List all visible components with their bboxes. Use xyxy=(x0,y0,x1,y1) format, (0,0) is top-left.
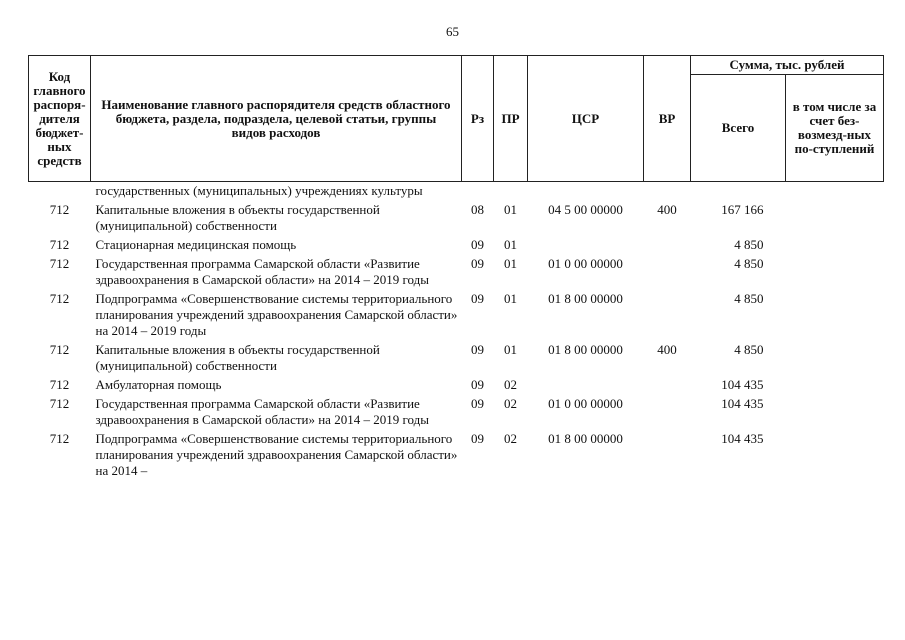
header-pr: ПР xyxy=(494,56,528,182)
table-row xyxy=(29,430,884,481)
cell-grants xyxy=(786,290,884,341)
table-row xyxy=(29,290,884,341)
cell-pr: 02 xyxy=(504,431,517,446)
header-csr: ЦСР xyxy=(528,56,644,182)
header-code: Код главного распоря-дителя бюджет-ных средств xyxy=(29,56,91,182)
cell-vr xyxy=(644,430,691,481)
cell-total: 4 850 xyxy=(734,342,764,357)
cell-csr: 01 8 00 00000 xyxy=(548,431,623,446)
cell-code: 712 xyxy=(49,377,70,392)
header-vr: ВР xyxy=(644,56,691,182)
cell-csr xyxy=(528,182,644,202)
cell-pr: 01 xyxy=(504,256,517,271)
cell-rz: 09 xyxy=(471,431,484,446)
cell-vr: 400 xyxy=(657,202,677,217)
cell-total: 4 850 xyxy=(734,237,764,252)
cell-grants xyxy=(786,395,884,430)
header-name: Наименование главного распорядителя средств областного бюджета, раздела, подраздела, целевой статьи, группы видов расходов xyxy=(91,56,462,182)
cell-csr: 01 0 00 00000 xyxy=(548,396,623,411)
cell-name: Государственная программа Самарской области «Развитие здравоохранения в Самарской области» на 2014 – 2019 годы xyxy=(95,256,429,287)
cell-vr xyxy=(644,255,691,290)
cell-rz xyxy=(462,182,494,202)
cell-rz: 09 xyxy=(471,291,484,306)
cell-name: Капитальные вложения в объекты государственной (муниципальной) собственности xyxy=(95,202,380,233)
header-rz: Рз xyxy=(462,56,494,182)
header-grants: в том числе за счет без-возмезд-ных по-ступлений xyxy=(786,75,884,182)
cell-grants xyxy=(786,376,884,395)
cell-rz: 09 xyxy=(471,377,484,392)
cell-rz: 09 xyxy=(471,342,484,357)
cell-name: Капитальные вложения в объекты государственной (муниципальной) собственности xyxy=(95,342,380,373)
cell-code: 712 xyxy=(49,256,70,271)
cell-name: Амбулаторная помощь xyxy=(95,377,222,392)
cell-pr: 01 xyxy=(504,342,517,357)
cell-total xyxy=(691,182,786,202)
cell-code: 712 xyxy=(49,291,70,306)
cell-rz: 09 xyxy=(471,237,484,252)
cell-pr: 01 xyxy=(504,237,517,252)
cell-name: Подпрограмма «Совершенствование системы территориального планирования учреждений здравоохранения Самарской области» на 2014 – 2019 годы xyxy=(95,291,458,338)
table-row xyxy=(29,395,884,430)
cell-csr: 01 8 00 00000 xyxy=(548,342,623,357)
cell-code: 712 xyxy=(49,342,70,357)
cell-vr: 400 xyxy=(657,342,677,357)
cell-name: Государственная программа Самарской области «Развитие здравоохранения в Самарской области» на 2014 – 2019 годы xyxy=(95,396,429,427)
cell-total: 167 166 xyxy=(721,202,764,217)
cell-name: государственных (муниципальных) учреждениях культуры xyxy=(95,183,423,198)
cell-rz: 09 xyxy=(471,256,484,271)
cell-csr xyxy=(528,376,644,395)
cell-total: 104 435 xyxy=(721,431,764,446)
cell-grants xyxy=(786,201,884,236)
cell-vr xyxy=(644,376,691,395)
cell-grants xyxy=(786,430,884,481)
cell-code: 712 xyxy=(49,431,70,446)
table-row xyxy=(29,341,884,376)
table-row xyxy=(29,182,884,202)
table-row xyxy=(29,201,884,236)
page-number: 65 xyxy=(446,24,459,39)
cell-vr xyxy=(644,395,691,430)
table-row xyxy=(29,376,884,395)
cell-pr: 02 xyxy=(504,396,517,411)
cell-rz: 09 xyxy=(471,396,484,411)
cell-grants xyxy=(786,236,884,255)
cell-csr xyxy=(528,236,644,255)
cell-total: 104 435 xyxy=(721,377,764,392)
cell-name: Стационарная медицинская помощь xyxy=(95,237,297,252)
cell-code: 712 xyxy=(49,396,70,411)
header-sum-group: Сумма, тыс. рублей xyxy=(691,56,884,75)
cell-csr: 01 0 00 00000 xyxy=(548,256,623,271)
table-body xyxy=(29,182,884,482)
budget-table xyxy=(28,55,884,481)
cell-code xyxy=(29,182,91,202)
cell-pr: 02 xyxy=(504,377,517,392)
cell-csr: 04 5 00 00000 xyxy=(548,202,623,217)
cell-total: 104 435 xyxy=(721,396,764,411)
cell-total: 4 850 xyxy=(734,256,764,271)
cell-pr xyxy=(494,182,528,202)
table-row xyxy=(29,236,884,255)
cell-vr xyxy=(644,290,691,341)
cell-grants xyxy=(786,341,884,376)
cell-rz: 08 xyxy=(471,202,484,217)
cell-pr: 01 xyxy=(504,291,517,306)
cell-total: 4 850 xyxy=(734,291,764,306)
cell-vr xyxy=(644,236,691,255)
cell-grants xyxy=(786,182,884,202)
cell-code: 712 xyxy=(49,202,70,217)
cell-pr: 01 xyxy=(504,202,517,217)
cell-code: 712 xyxy=(49,237,70,252)
table-row xyxy=(29,255,884,290)
cell-vr xyxy=(644,182,691,202)
cell-name: Подпрограмма «Совершенствование системы территориального планирования учреждений здравоохранения Самарской области» на 2014 – xyxy=(95,431,458,478)
cell-grants xyxy=(786,255,884,290)
cell-csr: 01 8 00 00000 xyxy=(548,291,623,306)
header-total: Всего xyxy=(691,75,786,182)
